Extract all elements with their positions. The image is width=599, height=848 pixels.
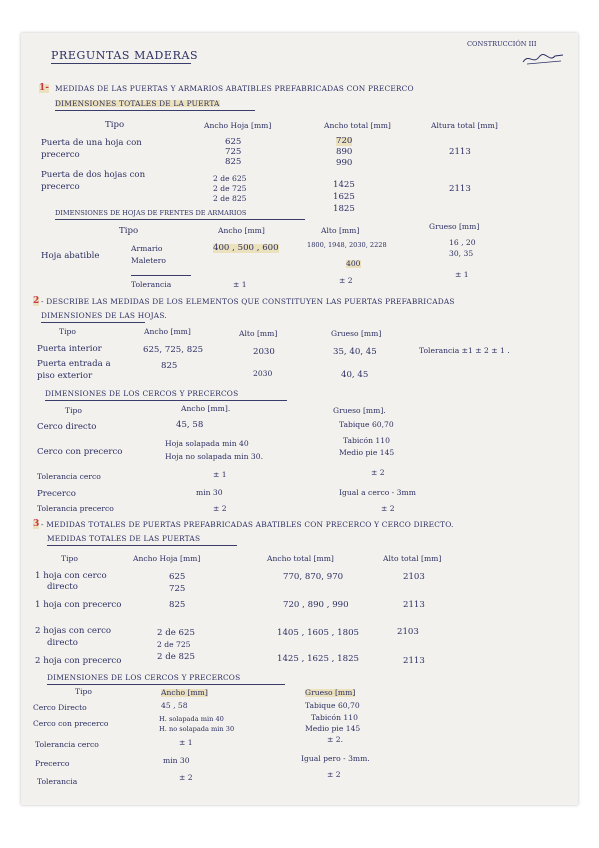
cell-value: Tabicón 110 xyxy=(343,436,390,445)
section-2-subheading: DIMENSIONES DE LAS HOJAS. xyxy=(41,311,167,320)
row-tipo: directo xyxy=(47,638,78,648)
cell-value: 45, 58 xyxy=(176,420,204,430)
cell-value: 2113 xyxy=(449,147,471,157)
row-tipo: 1 hoja con precerco xyxy=(35,600,122,610)
row-tipo: Precerco xyxy=(37,489,76,499)
cell-value: ± 1 xyxy=(455,270,469,279)
col-grueso: Grueso [mm] xyxy=(429,222,480,231)
cell-value: Hoja solapada min 40 xyxy=(165,439,249,448)
cell-value: 2 de 725 xyxy=(157,640,191,649)
subheading: DIMENSIONES DE LOS CERCOS Y PRECERCOS xyxy=(47,673,241,682)
row-tipo: Precerco xyxy=(35,759,70,768)
subheading: DIMENSIONES DE HOJAS DE FRENTES DE ARMARIOS xyxy=(55,209,247,217)
subheading: DIMENSIONES DE LOS CERCOS Y PRECERCOS xyxy=(45,389,239,398)
row-tipo: Hoja abatible xyxy=(41,251,100,261)
cell-value: 2113 xyxy=(403,600,425,610)
col-tipo: Tipo xyxy=(105,120,125,130)
row-subtipo: Armario xyxy=(131,244,163,253)
cell-value: Igual a cerco - 3mm xyxy=(339,488,416,497)
col-ancho-total: Ancho total [mm] xyxy=(267,554,334,563)
cell-value: Igual pero - 3mm. xyxy=(301,754,370,763)
cell-value: 825 xyxy=(225,157,242,167)
col-ancho-total: Ancho total [mm] xyxy=(324,121,391,130)
col-tipo: Tipo xyxy=(65,406,82,415)
cell-value: 2030 xyxy=(253,369,273,378)
cell-value: 1405 , 1605 , 1805 xyxy=(277,628,360,638)
cell-value: 625 xyxy=(225,137,242,147)
row-tipo: Tolerancia xyxy=(131,280,172,289)
section-2-number: 2 xyxy=(33,296,40,306)
title-underline xyxy=(51,63,191,64)
page-title: PREGUNTAS MADERAS xyxy=(51,49,199,62)
cell-value: ± 2 xyxy=(339,276,353,285)
section-3-subheading: MEDIDAS TOTALES DE LAS PUERTAS xyxy=(47,534,201,543)
row-tipo: Tolerancia precerco xyxy=(37,504,114,513)
subheading-underline xyxy=(47,545,237,546)
cell-value: 40, 45 xyxy=(341,370,369,380)
col-alto-total: Alto total [mm] xyxy=(383,554,442,563)
cell-value: 2113 xyxy=(449,184,471,194)
cell-value: 2030 xyxy=(253,347,275,357)
col-ancho: Ancho [mm]. xyxy=(181,404,231,413)
col-alto: Alto [mm] xyxy=(239,329,278,338)
row-tipo: 2 hoja con precerco xyxy=(35,656,122,666)
cell-value: ± 2 xyxy=(179,773,193,782)
cell-value: Tabique 60,70 xyxy=(339,420,394,429)
subheading-underline xyxy=(55,219,305,220)
cell-value: ± 1 xyxy=(233,280,247,289)
signature-icon xyxy=(521,51,565,67)
cell-value: ± 2 xyxy=(381,504,395,513)
row-tipo: precerco xyxy=(41,150,80,160)
row-tipo: Tolerancia cerco xyxy=(35,740,99,749)
row-tipo: 2 hojas con cerco xyxy=(35,626,112,636)
cell-value: H. solapada min 40 xyxy=(159,715,224,723)
cell-value: 45 , 58 xyxy=(161,701,188,710)
subheading-underline xyxy=(45,400,287,401)
cell-value: 990 xyxy=(336,158,353,168)
cell-value: 1625 xyxy=(333,192,355,202)
cell-value: 2113 xyxy=(403,656,425,666)
row-tipo: directo xyxy=(47,582,78,592)
cell-value: 400 , 500 , 600 xyxy=(213,243,279,253)
row-tipo: 1 hoja con cerco xyxy=(35,571,107,581)
row-subtipo: Maletero xyxy=(131,256,166,265)
cell-value: 2 de 825 xyxy=(157,652,195,662)
cell-value: 1425 xyxy=(333,180,355,190)
cell-value: 2103 xyxy=(403,572,425,582)
cell-value: 35, 40, 45 xyxy=(333,347,377,357)
col-alto: Alto [mm] xyxy=(321,226,360,235)
col-ancho-hoja: Ancho Hoja [mm] xyxy=(204,121,272,130)
cell-value: Hoja no solapada min 30. xyxy=(165,452,263,461)
row-tipo: Tolerancia xyxy=(37,777,78,786)
row-tipo: Puerta de dos hojas con xyxy=(41,170,146,180)
section-3-number: 3 xyxy=(33,519,40,529)
cell-value: 825 xyxy=(169,600,186,610)
cell-value: Tabique 60,70 xyxy=(305,701,360,710)
notebook-page xyxy=(21,33,578,805)
cell-value: 16 , 20 xyxy=(449,238,476,247)
col-tipo: Tipo xyxy=(61,554,78,563)
cell-value: ± 2 xyxy=(213,504,227,513)
col-grueso: Grueso [mm]. xyxy=(333,406,386,415)
cell-value: 2103 xyxy=(397,627,419,637)
cell-value: 30, 35 xyxy=(449,249,474,258)
cell-value: ± 2. xyxy=(327,735,344,744)
cell-value: 625 xyxy=(169,572,186,582)
col-ancho-hoja: Ancho Hoja [mm] xyxy=(133,554,201,563)
col-tipo: Tipo xyxy=(75,687,92,696)
col-ancho: Ancho [mm] xyxy=(218,226,265,235)
cell-value: ± 1 xyxy=(179,738,193,747)
subheading-underline xyxy=(41,322,145,323)
section-1-subheading: DIMENSIONES TOTALES DE LA PUERTA xyxy=(55,99,220,108)
col-tipo: Tipo xyxy=(119,226,139,236)
cell-value: 2 de 825 xyxy=(213,194,247,203)
cell-value: 890 xyxy=(336,147,353,157)
col-ancho: Ancho [mm] xyxy=(161,688,208,697)
cell-value: Medio pie 145 xyxy=(339,448,395,457)
row-tipo: Cerco con precerco xyxy=(33,719,109,728)
course-label: CONSTRUCCIÓN III xyxy=(467,40,537,48)
cell-value: ± 2 xyxy=(327,770,341,779)
section-3-heading: - MEDIDAS TOTALES DE PUERTAS PREFABRICADAS ABATIBLES CON PRECERCO Y CERCO DIRECTO. xyxy=(41,520,454,529)
cell-value: 1425 , 1625 , 1825 xyxy=(277,654,360,664)
cell-value: 625, 725, 825 xyxy=(143,345,204,355)
col-ancho: Ancho [mm] xyxy=(144,327,191,336)
cell-value: 2 de 725 xyxy=(213,184,247,193)
subheading-underline xyxy=(47,684,285,685)
row-divider xyxy=(131,275,191,276)
cell-value: 725 xyxy=(225,147,242,157)
cell-value: 770, 870, 970 xyxy=(283,572,344,582)
row-tipo: piso exterior xyxy=(37,371,93,381)
row-tipo: Puerta interior xyxy=(37,344,102,354)
cell-value: 400 xyxy=(346,259,361,268)
row-tipo: Tolerancia cerco xyxy=(37,472,101,481)
cell-value: 720 xyxy=(336,136,353,146)
cell-value: H. no solapada min 30 xyxy=(159,725,235,733)
cell-value: ± 2 xyxy=(371,468,385,477)
cell-value: ± 1 xyxy=(213,470,227,479)
row-tipo: precerco xyxy=(41,182,80,192)
tolerance-note: Tolerancia ±1 ± 2 ± 1 . xyxy=(419,346,510,355)
section-1-heading: MEDIDAS DE LAS PUERTAS Y ARMARIOS ABATIBLES PREFABRICADAS CON PRECERCO xyxy=(55,84,414,93)
row-tipo: Puerta entrada a xyxy=(37,359,111,369)
cell-value: 1800, 1948, 2030, 2228 xyxy=(307,241,387,249)
section-1-number: 1- xyxy=(39,83,49,93)
col-tipo: Tipo xyxy=(59,327,76,336)
row-tipo: Cerco Directo xyxy=(33,703,87,712)
cell-value: Medio pie 145 xyxy=(305,724,361,733)
cell-value: min 30 xyxy=(163,756,190,765)
col-altura-total: Altura total [mm] xyxy=(431,121,498,130)
row-tipo: Puerta de una hoja con xyxy=(41,138,142,148)
subheading-underline xyxy=(55,110,255,111)
cell-value: Tabicón 110 xyxy=(311,713,358,722)
col-grueso: Grueso [mm] xyxy=(331,329,382,338)
cell-value: 2 de 625 xyxy=(213,174,247,183)
cell-value: 720 , 890 , 990 xyxy=(283,600,349,610)
col-grueso: Grueso [mm] xyxy=(305,688,356,697)
cell-value: 725 xyxy=(169,584,186,594)
row-tipo: Cerco directo xyxy=(37,422,97,432)
cell-value: 2 de 625 xyxy=(157,628,195,638)
section-2-heading: - DESCRIBE LAS MEDIDAS DE LOS ELEMENTOS QUE CONSTITUYEN LAS PUERTAS PREFABRICADAS xyxy=(41,297,455,306)
cell-value: 1825 xyxy=(333,204,355,214)
cell-value: min 30 xyxy=(196,488,223,497)
row-tipo: Cerco con precerco xyxy=(37,447,123,457)
cell-value: 825 xyxy=(161,361,178,371)
